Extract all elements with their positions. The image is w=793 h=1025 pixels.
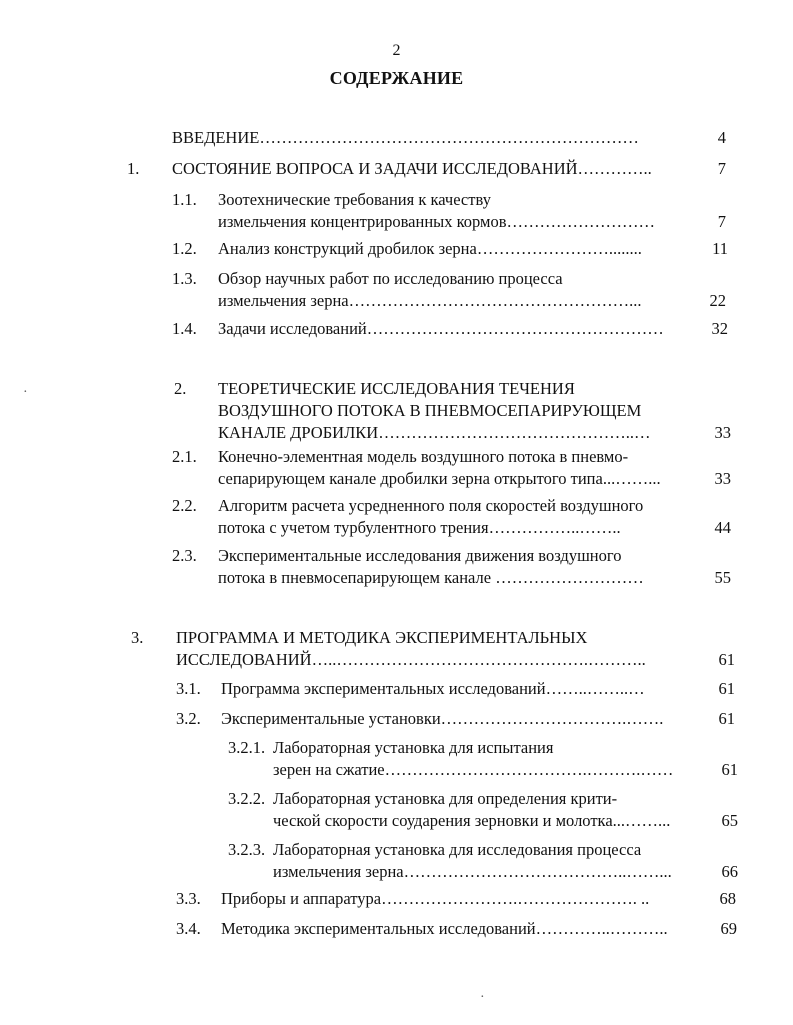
toc-entry-page: 61	[718, 679, 735, 698]
toc-entry-page: 33	[714, 469, 731, 488]
toc-entry-page: 69	[720, 919, 737, 938]
toc-entry-number: 2.	[174, 379, 187, 398]
toc-entry-number: 3.1.	[176, 679, 201, 698]
toc-entry-text: Лабораторная установка для исследования процесса	[273, 840, 642, 859]
page-title: СОДЕРЖАНИЕ	[329, 68, 464, 88]
toc-entry-text: Экспериментальные установки…………………………….…….	[221, 709, 664, 728]
toc-entry-number: 3.2.	[176, 709, 201, 728]
toc-entry-text: ческой скорости соударения зерновки и молотка...……...	[273, 811, 671, 830]
toc-entry-page: 65	[721, 811, 738, 830]
toc-entry-text: Программа экспериментальных исследований……..……..…	[221, 679, 645, 698]
toc-entry-text: ВОЗДУШНОГО ПОТОКА В ПНЕВМОСЕПАРИРУЮЩЕМ	[218, 401, 642, 420]
toc-entry-page: 55	[714, 568, 731, 587]
toc-entry-text: потока в пневмосепарирующем канале ………………………	[218, 568, 644, 587]
toc-entry-text: Анализ конструкций дробилок зерна……………………........	[218, 239, 642, 258]
toc-entry-text: Обзор научных работ по исследованию процесса	[218, 269, 563, 288]
toc-entry-text: ТЕОРЕТИЧЕСКИЕ ИССЛЕДОВАНИЯ ТЕЧЕНИЯ	[218, 379, 575, 398]
toc-entry-number: 2.2.	[172, 496, 197, 515]
toc-entry-text: Зоотехнические требования к качеству	[218, 190, 491, 209]
toc-entry-text: Приборы и аппаратура…………………….…………………. ..	[221, 889, 650, 908]
toc-entry-text: ВВЕДЕНИЕ……………………………………………………………	[172, 128, 639, 147]
toc-entry-number: 3.	[131, 628, 144, 647]
toc-entry-text: Лабораторная установка для испытания	[273, 738, 554, 757]
toc-entry-page: 7	[717, 212, 726, 231]
toc-entry-page: 22	[709, 291, 726, 310]
toc-entry-text: Лабораторная установка для определения крити-	[273, 789, 618, 808]
toc-entry-text: КАНАЛЕ ДРОБИЛКИ………………………………………..…	[218, 423, 651, 442]
toc-entry-text: зерен на сжатие……………………………….……….……	[273, 760, 674, 779]
margin-speck: ·	[23, 385, 28, 400]
toc-entry-number: 3.3.	[176, 889, 201, 908]
toc-entry-page: 33	[714, 423, 731, 442]
toc-entry-number: 1.1.	[172, 190, 197, 209]
toc-entry-number: 1.3.	[172, 269, 197, 288]
toc-entry-number: 3.2.2.	[228, 789, 266, 808]
toc-entry-number: 1.	[127, 159, 140, 178]
toc-entry-text: ПРОГРАММА И МЕТОДИКА ЭКСПЕРИМЕНТАЛЬНЫХ	[176, 628, 588, 647]
toc-entry-text: Алгоритм расчета усредненного поля скоростей воздушного	[218, 496, 644, 515]
toc-entry-text: ИССЛЕДОВАНИЙ…..……………………………………….………..	[176, 650, 646, 669]
toc-entry-page: 32	[711, 319, 728, 338]
toc-entry-text: измельчения зерна…………………………………..……...	[273, 862, 672, 881]
toc-entry-text: потока с учетом турбулентного трения……………..……..	[218, 518, 621, 537]
toc-entry-page: 11	[712, 239, 728, 258]
toc-entry-text: измельчения зерна……………………………………………...	[218, 291, 642, 310]
toc-entry-text: Конечно-элементная модель воздушного потока в пневмо-	[218, 447, 629, 466]
toc-entry-text: Экспериментальные исследования движения воздушного	[218, 546, 622, 565]
toc-entry-number: 3.2.1.	[228, 738, 266, 757]
toc-entry-text: Методика экспериментальных исследований…………..………..	[221, 919, 668, 938]
toc-entry-number: 1.4.	[172, 319, 197, 338]
toc-entry-number: 2.3.	[172, 546, 197, 565]
toc-entry-page: 4	[717, 128, 726, 147]
toc-entry-text: измельчения концентрированных кормов………………………	[218, 212, 656, 231]
toc-entry-page: 61	[718, 650, 735, 669]
toc-entry-page: 61	[718, 709, 735, 728]
toc-entry-page: 61	[721, 760, 738, 779]
toc-entry-page: 68	[719, 889, 736, 908]
toc-entry-number: 3.2.3.	[228, 840, 266, 859]
margin-speck: ·	[480, 990, 485, 1005]
toc-entry-number: 3.4.	[176, 919, 201, 938]
toc-entry-page: 7	[717, 159, 726, 178]
toc-entry-number: 2.1.	[172, 447, 197, 466]
toc-entry-text: сепарирующем канале дробилки зерна открытого типа...……...	[218, 469, 661, 488]
toc-entry-text: СОСТОЯНИЕ ВОПРОСА И ЗАДАЧИ ИССЛЕДОВАНИЙ…………..	[172, 159, 652, 178]
page-number: 2	[392, 42, 401, 59]
toc-entry-page: 44	[714, 518, 731, 537]
toc-entry-text: Задачи исследований………………………………………………	[218, 319, 664, 338]
toc-entry-number: 1.2.	[172, 239, 197, 258]
toc-entry-page: 66	[721, 862, 738, 881]
